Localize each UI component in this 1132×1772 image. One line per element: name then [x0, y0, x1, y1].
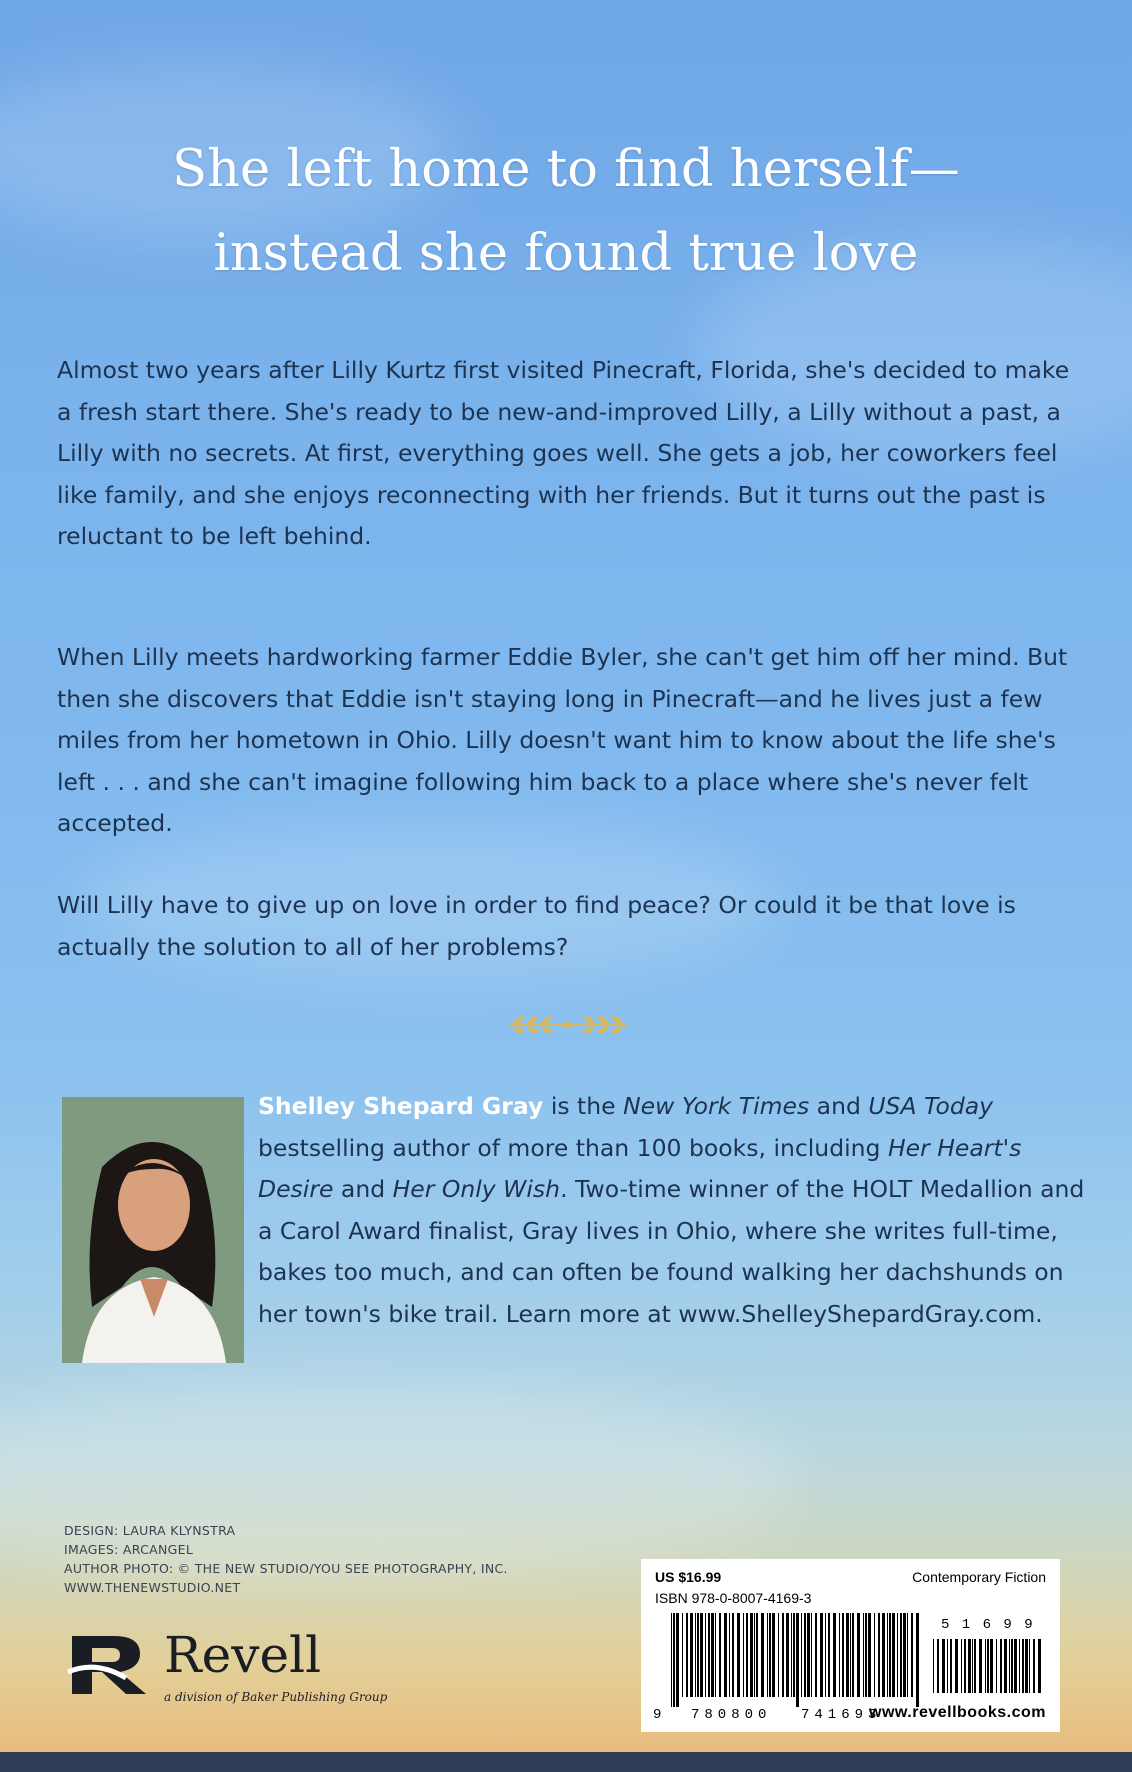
barcode-bar [1038, 1639, 1041, 1693]
barcode-digits-right: 741693 [801, 1707, 882, 1723]
barcode-bar [782, 1613, 784, 1697]
barcode-bar [791, 1613, 792, 1697]
barcode-bar [769, 1613, 771, 1697]
tagline [0, 128, 1132, 296]
barcode-bar [1022, 1639, 1024, 1693]
barcode-bar [892, 1613, 895, 1697]
barcode-bar [671, 1613, 672, 1707]
barcode-bar [825, 1613, 826, 1697]
barcode-bar [1000, 1639, 1002, 1693]
barcode-bar [705, 1613, 706, 1697]
barcode-bar [833, 1613, 836, 1697]
barcode-bar [1004, 1639, 1007, 1693]
barcode-bar [796, 1613, 799, 1707]
barcode-bar [979, 1639, 982, 1693]
blurb-paragraph-3: Will Lilly have to give up on love in order to find peace? Or could it be that love is actually the solution to all of her problems? [57, 891, 1016, 961]
barcode-bar [1009, 1639, 1010, 1693]
main-barcode [671, 1613, 923, 1707]
barcode-bar [990, 1639, 993, 1693]
barcode-bar [996, 1639, 997, 1693]
barcode-bar [955, 1639, 958, 1693]
credit-design: DESIGN: LAURA KLYNSTRA [64, 1523, 236, 1538]
bio-book-title: Her Heart's Desire [258, 1133, 1022, 1203]
barcode-bar [729, 1613, 730, 1697]
barcode-bar [839, 1613, 840, 1697]
barcode-bar [1019, 1639, 1020, 1693]
barcode-bar [719, 1613, 721, 1697]
bio-text: bestselling author of more than 100 books, including [258, 1133, 888, 1162]
bio-nyt: New York Times [623, 1092, 810, 1120]
genre: Contemporary Fiction [912, 1569, 1046, 1585]
barcode-bar [767, 1613, 768, 1697]
barcode-bar [754, 1613, 755, 1697]
barcode-bar [933, 1639, 934, 1693]
barcode-bar [868, 1613, 871, 1697]
tagline-line-1: She left home to find herself— [172, 140, 960, 199]
bio-usa-today: USA Today [868, 1092, 994, 1120]
barcode-bar [897, 1613, 898, 1697]
author-bio [258, 1086, 1088, 1335]
barcode-bar [857, 1613, 860, 1697]
bio-text: and [809, 1092, 869, 1120]
barcode-bar [874, 1613, 875, 1697]
author-name: Shelley Shepard Gray [258, 1092, 544, 1120]
publisher-website: www.revellbooks.com [869, 1704, 1046, 1721]
barcode-bar [1011, 1639, 1013, 1693]
barcode-bar [947, 1639, 948, 1693]
barcode-bar [1029, 1639, 1030, 1693]
barcode-bar [682, 1613, 683, 1697]
barcode-bar [887, 1613, 888, 1697]
barcode-bar [690, 1613, 693, 1697]
author-photo [62, 1097, 244, 1363]
barcode-bar [842, 1613, 844, 1697]
bio-text: is the [543, 1092, 624, 1120]
barcode-bar [985, 1639, 986, 1693]
barcode-bar [865, 1613, 867, 1697]
barcode-bar [743, 1613, 744, 1697]
barcode-digits-left: 780800 [691, 1707, 772, 1723]
barcode-bar [974, 1639, 976, 1693]
barcode-bar [852, 1613, 854, 1697]
barcode-bar [673, 1613, 675, 1707]
barcode-bar [756, 1613, 758, 1697]
barcode-bar [937, 1639, 939, 1693]
barcode-bar [903, 1613, 906, 1697]
cover-credits [64, 1521, 508, 1597]
barcode-bar [942, 1639, 945, 1693]
barcode-bar [750, 1613, 753, 1697]
barcode-addon-digits: 5 1 6 9 9 [941, 1617, 1035, 1633]
barcode-bar [1033, 1639, 1035, 1693]
bio-book-title: Her Only Wish [392, 1175, 561, 1203]
barcode-bar [804, 1613, 806, 1697]
barcode-bar [695, 1613, 696, 1697]
bio-text: and [333, 1175, 393, 1203]
barcode-bar [686, 1613, 688, 1697]
publisher-subtitle: a division of Baker Publishing Group [164, 1690, 388, 1704]
barcode-bar [697, 1613, 699, 1697]
barcode-bar [987, 1639, 989, 1693]
barcode-bar [850, 1613, 851, 1697]
barcode-bar [961, 1639, 962, 1693]
blurb-paragraph-2: When Lilly meets hardworking farmer Eddie Byler, she can't get him off her mind. But then she discovers that Eddie isn't staying long in Pinecraft—and he lives just a few miles from her hometown in Ohio. Lilly doesn't want him to know about the life she's left . . . and she can't imagine following him back to a place where she's never felt accepted. [57, 643, 1068, 837]
barcode-bar [900, 1613, 902, 1697]
barcode-bar [1025, 1639, 1028, 1693]
wheat-ornament-icon [505, 1012, 631, 1038]
barcode-bar [772, 1613, 775, 1697]
isbn: ISBN 978-0-8007-4169-3 [655, 1590, 812, 1606]
barcode-bar [746, 1613, 748, 1697]
barcode-bar [972, 1639, 973, 1693]
addon-barcode [933, 1639, 1043, 1703]
barcode-bar [724, 1613, 727, 1697]
barcode-bar [793, 1613, 795, 1697]
barcode-bar [878, 1613, 880, 1697]
tagline-line-2: instead she found true love [213, 224, 919, 283]
barcode-box [641, 1559, 1060, 1732]
revell-r-logo-icon [66, 1632, 150, 1696]
barcode-bar [786, 1613, 789, 1697]
barcode-bar [737, 1613, 740, 1697]
author-portrait-icon [62, 1097, 244, 1363]
barcode-bar [820, 1613, 823, 1697]
blurb-paragraph-1: Almost two years after Lilly Kurtz first visited Pinecraft, Florida, she's decided to make a fresh start there. She's ready to be new-and-improved Lilly, a Lilly without a past, a Lilly with no secrets. At first, everything goes well. She gets a job, her coworkers feel like family, and she enjoys reconnecting with her friends. But it turns out the past is reluctant to be left behind. [57, 356, 1070, 550]
price: US $16.99 [655, 1569, 722, 1585]
barcode-bar [711, 1613, 714, 1697]
barcode-bar [700, 1613, 703, 1697]
barcode-bar [916, 1613, 919, 1707]
publisher-logo [66, 1626, 388, 1704]
barcode-bar [968, 1639, 971, 1693]
barcode-bar [889, 1613, 891, 1697]
barcode-bar [708, 1613, 710, 1697]
barcode-bar [815, 1613, 817, 1697]
barcode-digit-first: 9 [653, 1707, 662, 1723]
barcode-bar [911, 1613, 913, 1697]
barcode-bar [732, 1613, 734, 1697]
barcode-bar [1014, 1639, 1017, 1693]
publisher-name: Revell [164, 1626, 322, 1684]
barcode-bar [761, 1613, 764, 1697]
barcode-bar [907, 1613, 908, 1697]
bottom-edge [0, 1752, 1132, 1772]
barcode-bar [676, 1613, 679, 1707]
barcode-bar [828, 1613, 830, 1697]
credit-site: WWW.THENEWSTUDIO.NET [64, 1580, 241, 1595]
credit-photo: AUTHOR PHOTO: © THE NEW STUDIO/YOU SEE PHOTOGRAPHY, INC. [64, 1561, 508, 1576]
bio-text: . Two-time winner of the HOLT Medallion and a Carol Award finalist, Gray lives in Ohio, where she writes full-time, bakes too much, and can often be found walking her dachshunds on her town's bike trail. Learn more at www.ShelleyShepardGray.com. [258, 1175, 1085, 1328]
barcode-bar [882, 1613, 885, 1697]
barcode-bar [964, 1639, 966, 1693]
barcode-bar [811, 1613, 812, 1697]
barcode-bar [950, 1639, 952, 1693]
barcode-bar [715, 1613, 716, 1697]
barcode-bar [863, 1613, 864, 1697]
barcode-bar [807, 1613, 810, 1697]
barcode-bar [846, 1613, 849, 1697]
credit-images: IMAGES: ARCANGEL [64, 1542, 194, 1557]
barcode-bar [801, 1613, 802, 1697]
barcode-bar [778, 1613, 779, 1697]
